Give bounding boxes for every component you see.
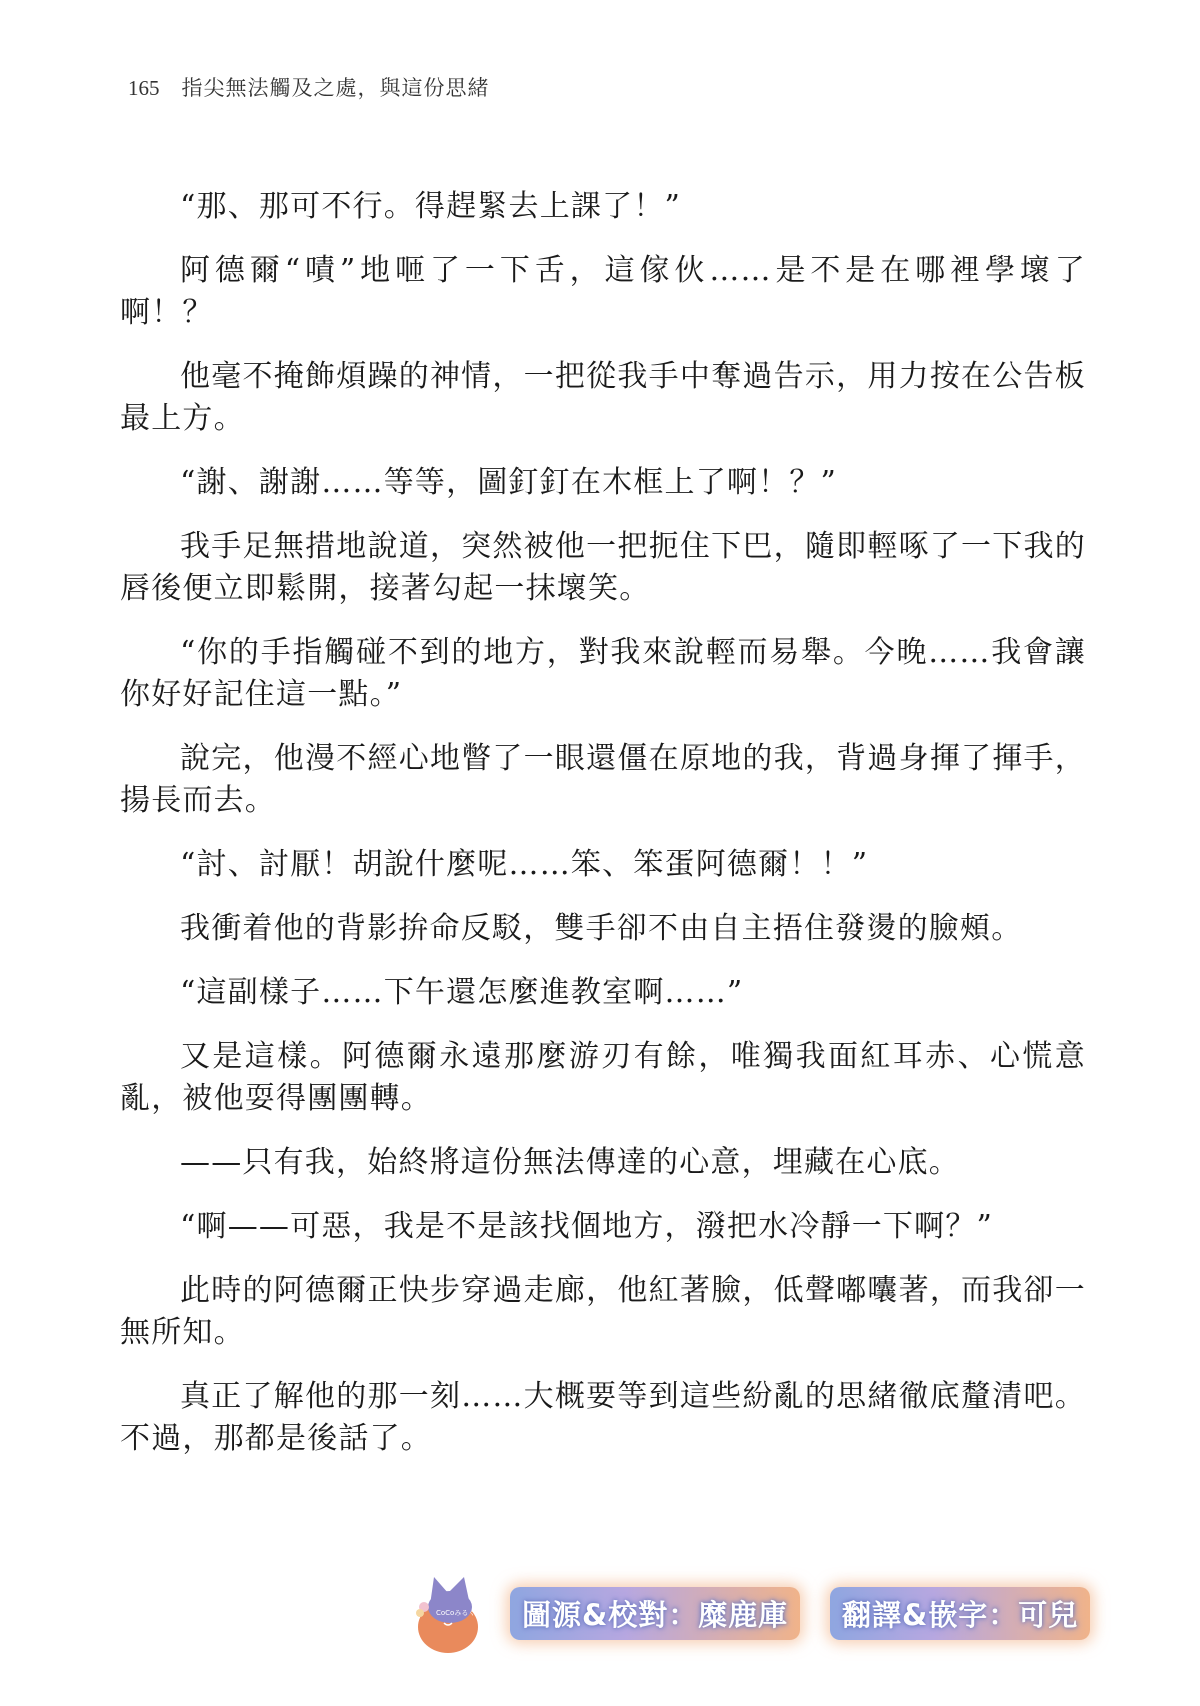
page-number: 165 xyxy=(128,76,160,100)
paragraph: “那、那可不行。得趕緊去上課了！” xyxy=(180,189,682,224)
paragraph: 說完，他漫不經心地瞥了一眼還僵在原地的我，背過身揮了揮手，揚長而去。 xyxy=(120,741,1086,818)
paragraph: “這副樣子……下午還怎麼進教室啊……” xyxy=(180,975,744,1010)
logo-text: CoCoみるく xyxy=(436,1609,476,1617)
cat-logo-icon xyxy=(410,1565,500,1660)
paragraph: 我手足無措地說道，突然被他一把扼住下巴，隨即輕啄了一下我的唇後便立即鬆開，接著勾起一抹壞笑。 xyxy=(120,529,1086,606)
paragraph: 阿德爾“嘖”地咂了一下舌，這傢伙……是不是在哪裡學壞了啊！？ xyxy=(120,253,1086,330)
paragraph: “你的手指觸碰不到的地方，對我來說輕而易舉。今晚……我會讓你好好記住這一點。” xyxy=(120,635,1086,712)
paragraph: 又是這樣。阿德爾永遠那麼游刃有餘，唯獨我面紅耳赤、心慌意亂，被他耍得團團轉。 xyxy=(120,1039,1086,1116)
paragraph: 我衝着他的背影拚命反駁，雙手卻不由自主捂住發燙的臉頰。 xyxy=(180,911,1023,946)
credit-source-proofread: 圖源&校對：糜鹿庫 xyxy=(510,1587,800,1640)
paragraph: 真正了解他的那一刻……大概要等到這些紛亂的思緒徹底釐清吧。不過，那都是後話了。 xyxy=(120,1379,1086,1456)
chapter-title: 指尖無法觸及之處，與這份思緒 xyxy=(181,76,490,100)
paragraph: “討、討厭！胡說什麼呢……笨、笨蛋阿德爾！！” xyxy=(180,847,869,882)
paragraph: 他毫不掩飾煩躁的神情，一把從我手中奪過告示，用力按在公告板最上方。 xyxy=(120,359,1086,436)
body-text xyxy=(120,186,1086,1482)
paragraph: 此時的阿德爾正快步穿過走廊，他紅著臉，低聲嘟囔著，而我卻一無所知。 xyxy=(120,1273,1086,1350)
paragraph: “謝、謝謝……等等，圖釘釘在木框上了啊！？” xyxy=(180,465,838,500)
credits-banner xyxy=(410,1565,1090,1660)
paragraph: ——只有我，始終將這份無法傳達的心意，埋藏在心底。 xyxy=(180,1145,960,1180)
paragraph: “啊——可惡，我是不是該找個地方，潑把水冷靜一下啊？” xyxy=(180,1209,994,1244)
running-header xyxy=(128,72,490,102)
credit-translate-typeset: 翻譯&嵌字：可兒 xyxy=(830,1587,1090,1640)
